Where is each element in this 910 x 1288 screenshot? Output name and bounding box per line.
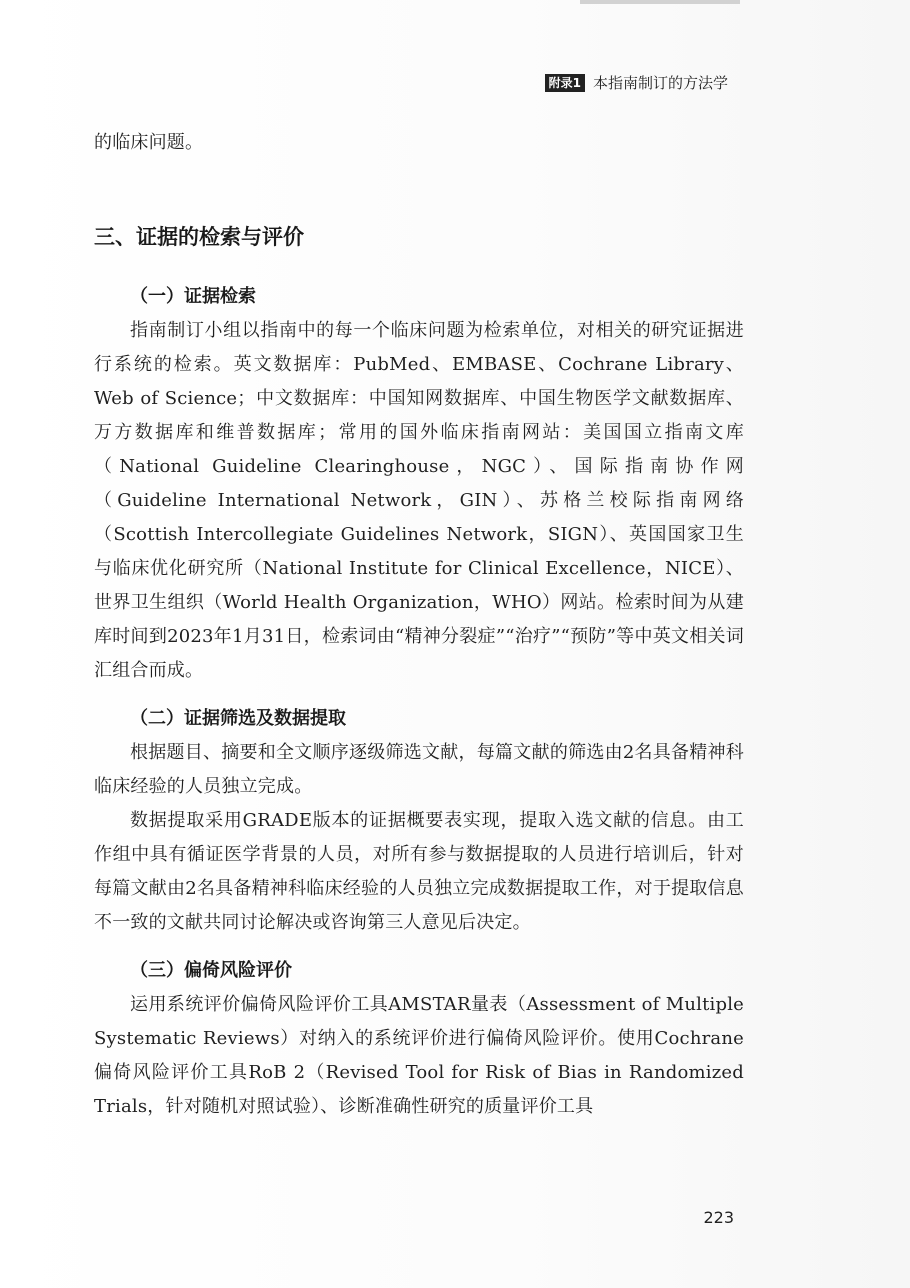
section-title: 三、证据的检索与评价 xyxy=(94,225,304,249)
running-header xyxy=(545,72,728,93)
subsection-1-paragraph: 指南制订小组以指南中的每一个临床问题为检索单位，对相关的研究证据进行系统的检索。英文数据库：PubMed、EMBASE、Cochrane Library、Web of Science；中文数据库：中国知网数据库、中国生物医学文献数据库、万方数据库和维普数据库；常用的国外临床指南网站：美国国立指南文库（National Guideline Clearinghouse，NGC）、国际指南协作网（Guideline International Network，GIN）、苏格兰校际指南网络（Scottish Intercollegiate Guidelines Network，SIGN）、英国国家卫生与临床优化研究所（National Institute for Clinical Excellence，NICE）、世界卫生组织（World Health Organization，WHO）网站。检索时间为从建库时间到2023年1月31日，检索词由“精神分裂症”“治疗”“预防”等中英文相关词汇组合而成。 xyxy=(94,320,744,681)
subsection-2-paragraph-1: 根据题目、摘要和全文顺序逐级筛选文献，每篇文献的筛选由2名具备精神科临床经验的人员独立完成。 xyxy=(94,742,744,797)
page-content xyxy=(94,126,744,1124)
subsection-2-paragraph-2: 数据提取采用GRADE版本的证据概要表实现，提取入选文献的信息。由工作组中具有循证医学背景的人员，对所有参与数据提取的人员进行培训后，针对每篇文献由2名具备精神科临床经验的人员独立完成数据提取工作，对于提取信息不一致的文献共同讨论解决或咨询第三人意见后决定。 xyxy=(94,810,744,933)
subsection-1-title: （一）证据检索 xyxy=(130,286,256,307)
top-edge-line xyxy=(580,0,740,4)
subsection-3-title: （三）偏倚风险评价 xyxy=(130,960,292,981)
subsection-2-title: （二）证据筛选及数据提取 xyxy=(130,708,346,729)
appendix-badge: 附录1 xyxy=(545,74,585,92)
subsection-3-paragraph: 运用系统评价偏倚风险评价工具AMSTAR量表（Assessment of Multiple Systematic Reviews）对纳入的系统评价进行偏倚风险评价。使用Cochrane偏倚风险评价工具RoB 2（Revised Tool for Risk of Bias in Randomized Trials，针对随机对照试验）、诊断准确性研究的质量评价工具 xyxy=(94,994,744,1117)
intro-text: 的临床问题。 xyxy=(94,132,204,153)
header-title: 本指南制订的方法学 xyxy=(592,74,728,92)
page-number: 223 xyxy=(703,1208,734,1227)
